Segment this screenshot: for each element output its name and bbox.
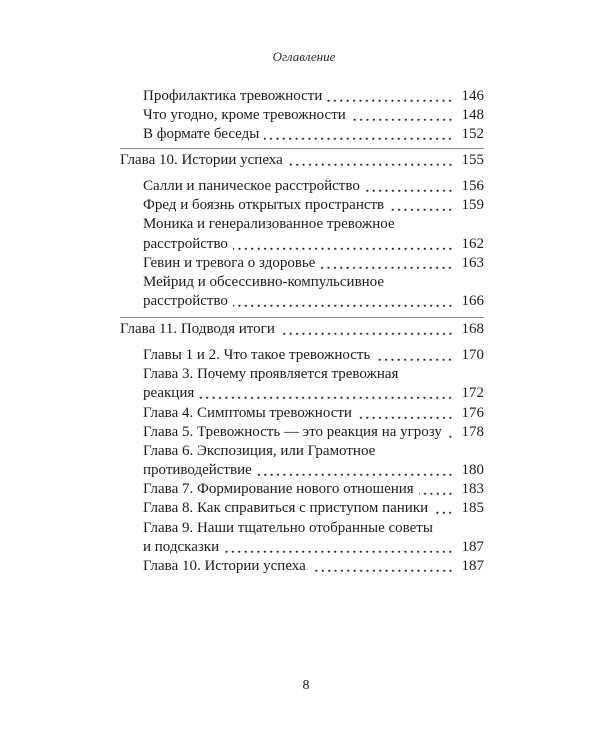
page-number: 8 [302,678,310,693]
toc-entry [120,125,484,144]
toc-section [120,151,484,311]
toc-entry-title-continued: реакция [143,385,195,402]
toc-entry [120,196,484,215]
toc-page-number: 187 [461,558,484,575]
toc-page-number: 162 [461,235,484,252]
dot-leader [311,557,454,576]
toc-entry-title: Главы 1 и 2. Что такое тревожность [143,346,371,363]
toc-entry [120,273,484,311]
dot-leader [320,254,453,273]
toc-entry-title: Моника и генерализованное тревожное [143,216,395,233]
toc-entry-title: Глава 5. Тревожность — это реакция на угрозу [143,423,442,440]
toc-entry-title-continued: противодействие [143,462,252,479]
toc-entry-last-line [143,235,484,254]
toc-page-number: 148 [461,107,484,124]
running-head: Оглавление [272,49,336,64]
toc-page-number: 166 [461,293,484,310]
dot-leader [419,480,454,499]
toc-entry-title: В формате беседы [143,126,260,143]
toc-entry-last-line [143,384,484,403]
toc-entry [120,254,484,273]
toc-page-number: 176 [461,404,484,421]
toc-entry [120,177,484,196]
toc-entry [120,519,484,557]
toc-page-number: 155 [461,152,484,168]
toc-page-number: 152 [461,126,484,143]
dot-leader [389,196,453,215]
toc-entry-title: Мейрид и обсессивно-компульсивное [143,273,385,290]
dot-leader [365,177,454,196]
toc-page-number: 180 [461,462,484,479]
toc-chapter [120,151,484,170]
dot-leader [375,346,453,365]
toc-page-number: 185 [461,500,484,517]
toc-page-number: 163 [461,254,484,271]
toc-entry-last-line [143,461,484,480]
toc-chapter-title: Глава 10. Истории успеха [120,152,283,168]
toc-entry [120,423,484,442]
toc-entry-last-line [143,538,484,557]
toc-entry-title: Что угодно, кроме тревожности [143,107,346,124]
dot-leader [357,404,454,423]
toc-chapter [120,320,484,339]
section-divider [120,148,484,149]
dot-leader [199,384,453,403]
toc-entry [120,346,484,365]
toc-entry [120,442,484,480]
toc-chapter-title: Глава 11. Подводя итоги [120,321,275,337]
toc-entry-title: Глава 6. Экспозиция, или Грамотное [143,442,376,459]
toc-entry-title: Гевин и тревога о здоровье [143,254,316,271]
toc-page-number: 168 [461,321,484,337]
toc-entry [120,365,484,403]
dot-leader [327,87,453,106]
toc-page-number: 170 [461,346,484,363]
toc-entry-title: Глава 8. Как справиться с приступом паники [143,500,429,517]
toc-entry [120,480,484,499]
toc-entry-title-continued: расстройство [143,293,228,310]
toc-entry-title-continued: и подсказки [143,538,220,555]
toc-entry-title: Салли и паническое расстройство [143,177,360,194]
dot-leader [233,235,454,254]
toc-entry-title-continued: расстройство [143,235,228,252]
toc-entry-title: Глава 10. Истории успеха [143,558,306,575]
toc-entry [120,215,484,253]
toc-entry-title: Глава 9. Наши тщательно отобранные советы [143,519,433,536]
dot-leader [288,151,454,170]
dot-leader [224,538,453,557]
toc-entry-title: Фред и боязнь открытых пространств [143,197,385,214]
toc-section [120,320,484,576]
toc-entry [120,557,484,576]
dot-leader [447,423,454,442]
toc-page-number: 172 [461,385,484,402]
dot-leader [280,320,454,339]
dot-leader [351,106,454,125]
toc-page-number: 156 [461,177,484,194]
toc-entry-title: Глава 3. Почему проявляется тревожная [143,366,399,383]
dot-leader [264,125,453,144]
toc-entry-title: Глава 4. Симптомы тревожности [143,404,352,421]
toc-entry-last-line [143,292,484,311]
toc-entry [120,106,484,125]
toc-page-number: 159 [461,197,484,214]
toc-entry [120,404,484,423]
toc-page-number: 146 [461,88,484,104]
dot-leader [257,461,454,480]
toc-entry [120,87,484,106]
toc-entry-title: Глава 7. Формирование нового отношения [143,481,414,498]
toc-entry-title: Профилактика тревожности [143,88,323,104]
toc-entry [120,499,484,518]
toc-page-number: 183 [461,481,484,498]
toc-section [120,87,484,145]
dot-leader [433,499,453,518]
dot-leader [233,292,454,311]
toc-page-number: 178 [461,423,484,440]
section-divider [120,317,484,318]
toc-page-number: 187 [461,538,484,555]
